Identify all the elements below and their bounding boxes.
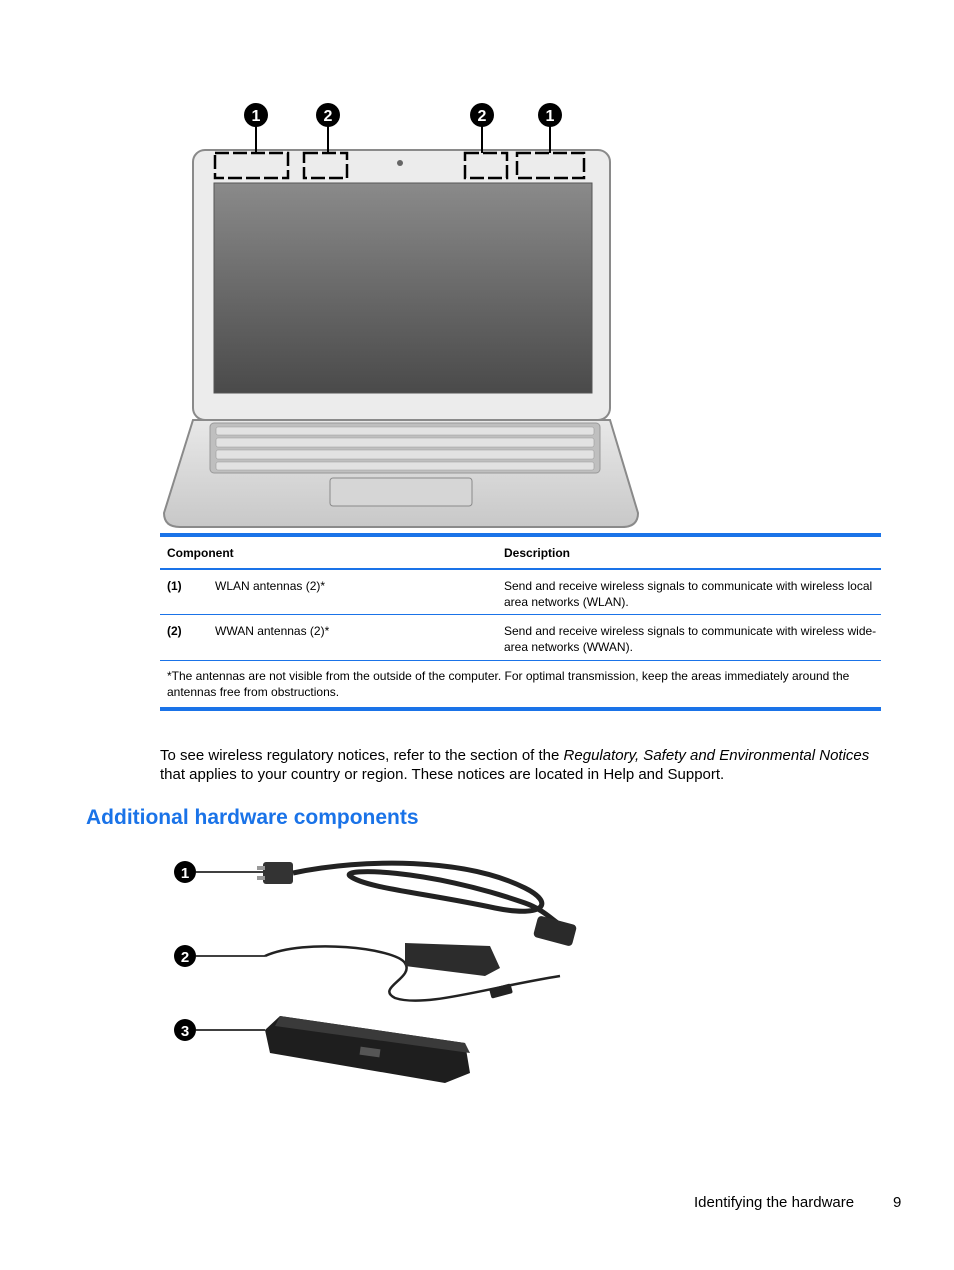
row-number: (2) — [167, 624, 182, 638]
header-description: Description — [504, 545, 571, 560]
accessories-figure — [165, 848, 605, 1088]
battery — [265, 1016, 470, 1083]
power-cord — [257, 862, 577, 947]
header-component: Component — [167, 545, 234, 560]
laptop-screen — [214, 183, 592, 393]
svg-text:1: 1 — [251, 108, 261, 125]
para-text-before: To see wireless regulatory notices, refer to the section of the — [160, 747, 564, 764]
callout-2-left — [316, 103, 340, 127]
para-doc-title: Regulatory, Safety and Environmental Notices — [563, 747, 870, 764]
table-footnote-row — [160, 661, 881, 707]
svg-text:2: 2 — [477, 108, 487, 125]
svg-text:1: 1 — [180, 865, 190, 882]
footer-page-number: 9 — [893, 1194, 902, 1211]
regulatory-notice-paragraph — [160, 746, 880, 784]
para-text-after: that applies to your country or region. These notices are located in Help and Support. — [160, 766, 725, 783]
webcam-icon — [397, 160, 403, 166]
row-description: Send and receive wireless signals to communicate with wireless wide-area networks (WWAN). — [504, 624, 877, 654]
svg-text:3: 3 — [180, 1023, 190, 1040]
callout-1-left — [244, 103, 268, 127]
row-description: Send and receive wireless signals to communicate with wireless local area networks (WLAN). — [504, 579, 873, 609]
callout-1-right — [538, 103, 562, 127]
table-footnote: *The antennas are not visible from the outside of the computer. For optimal transmission, keep the areas immediately around the antennas free from obstructions. — [167, 669, 850, 699]
svg-text:2: 2 — [323, 108, 333, 125]
laptop-figure — [150, 95, 650, 535]
antenna-table — [160, 533, 881, 711]
table-row — [160, 615, 881, 661]
row-component: WLAN antennas (2)* — [215, 579, 326, 593]
ac-adapter — [265, 943, 560, 1001]
row-component: WWAN antennas (2)* — [215, 624, 330, 638]
svg-text:2: 2 — [180, 949, 190, 966]
callout-3 — [174, 1019, 196, 1041]
table-header-row — [160, 537, 881, 570]
row-number: (1) — [167, 579, 182, 593]
callout-1 — [174, 861, 196, 883]
touchpad — [330, 478, 472, 506]
footer-section-title: Identifying the hardware — [694, 1194, 855, 1211]
svg-text:1: 1 — [545, 108, 555, 125]
table-row — [160, 570, 881, 615]
section-heading: Additional hardware components — [86, 806, 419, 829]
callout-2 — [174, 945, 196, 967]
callout-2-right — [470, 103, 494, 127]
